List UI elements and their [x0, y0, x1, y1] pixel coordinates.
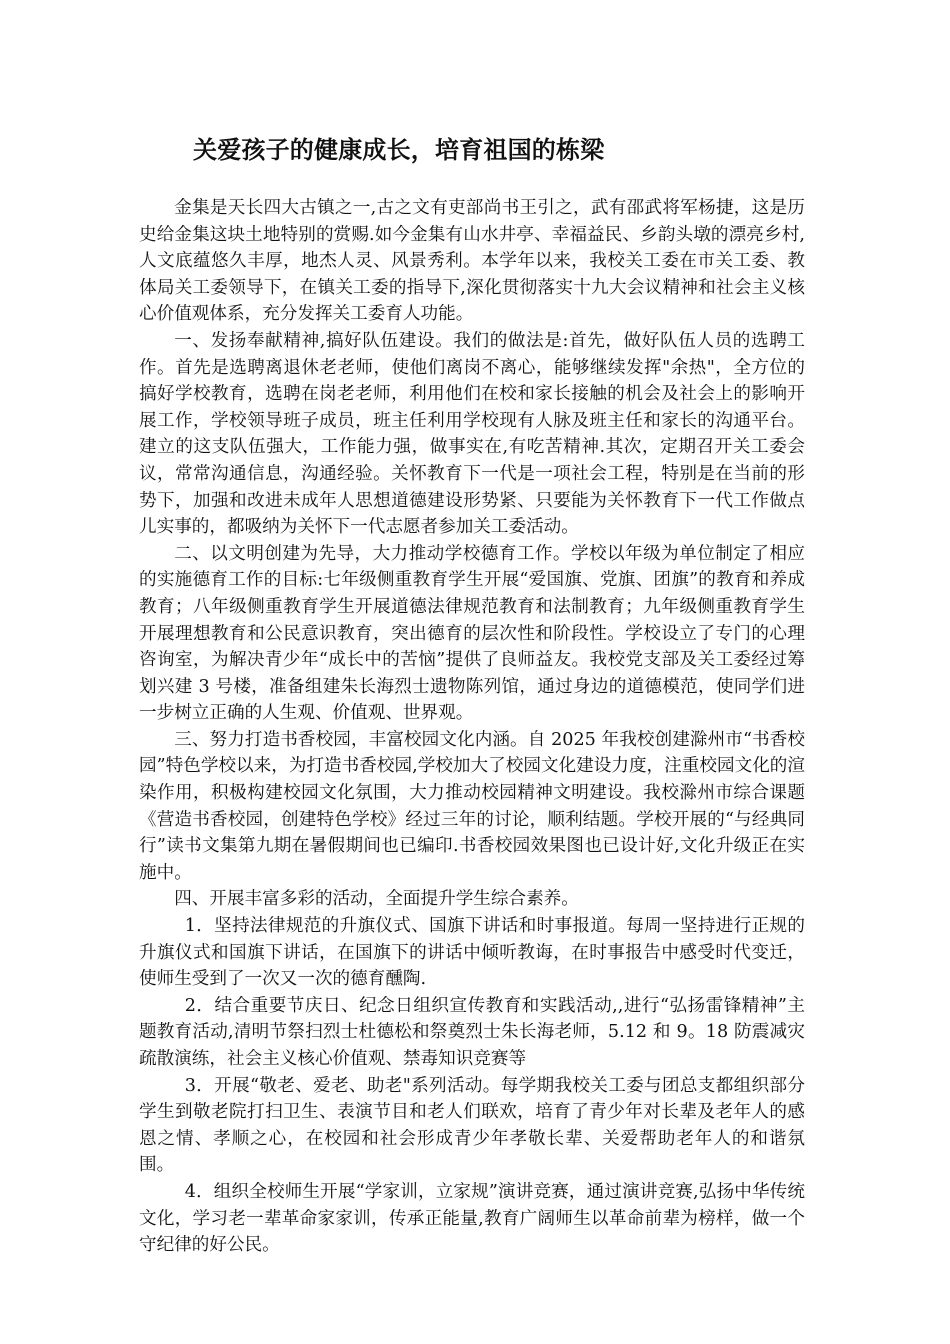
- document-title: 关爱孩子的健康成长，培育祖国的栋梁: [193, 135, 605, 164]
- list-item-1: 1．坚持法律规范的升旗仪式、国旗下讲话和时事报道。每周一坚持进行正规的升旗仪式和国旗下讲话，在国旗下的讲话中倾听教诲，在时事报告中感受时代变迁，使师生受到了一次又一次的德育醺陶.: [139, 916, 805, 990]
- paragraph-intro: 金集是天长四大古镇之一,古之文有吏部尚书王引之，武有邵武将军杨捷，这是历史给金集这块土地特别的赏赐.如今金集有山水井亭、幸福益民、乡韵头墩的漂亮乡村,人文底蕴悠久丰厚，地杰人灵、风景秀利。本学年以来，我校关工委在市关工委、教体局关工委领导下，在镇关工委的指导下,深化贯彻落实十九大会议精神和社会主义核心价值观体系，充分发挥关工委育人功能。: [139, 198, 805, 325]
- paragraph-section-2: 二、以文明创建为先导，大力推动学校德育工作。学校以年级为单位制定了相应的实施德育工作的目标:七年级侧重教育学生开展“爱国旗、党旗、团旗”的教育和养成教育；八年级侧重教育学生开展道德法律规范教育和法制教育；九年级侧重教育学生开展理想教育和公民意识教育，突出德育的层次性和阶段性。学校设立了专门的心理咨询室，为解决青少年“成长中的苦恼”提供了良师益友。我校党支部及关工委经过筹划兴建 3 号楼，准备组建朱长海烈士遗物陈列馆，通过身边的道德模范，使同学们进一步树立正确的人生观、价值观、世界观。: [139, 543, 805, 724]
- paragraph-section-3: 三、努力打造书香校园，丰富校园文化内涵。自 2025 年我校创建滁州市“书香校园”特色学校以来，为打造书香校园,学校加大了校园文化建设力度，注重校园文化的渲染作用，积极构建校园文化氛围，大力推动校园精神文明建设。我校滁州市综合课题《营造书香校园，创建特色学校》经过三年的讨论，顺利结题。学校开展的“与经典同行”读书文集第九期在暑假期间也已编印.书香校园效果图也已设计好,文化升级正在实施中。: [139, 729, 805, 883]
- paragraph-section-1: 一、发扬奉献精神,搞好队伍建设。我们的做法是:首先，做好队伍人员的选聘工作。首先是选聘离退休老老师，使他们离岗不离心，能够继续发挥"余热"，全方位的搞好学校教育，选聘在岗老老师，利用他们在校和家长接触的机会及社会上的影响开展工作，学校领导班子成员，班主任利用学校现有人脉及班主任和家长的沟通平台。建立的这支队伍强大，工作能力强，做事实在,有吃苦精神.其次，定期召开关工委会议，常常沟通信息，沟通经验。关怀教育下一代是一项社会工程，特别是在当前的形势下，加强和改进未成年人思想道德建设形势紧、只要能为关怀教育下一代工作做点儿实事的，都吸纳为关怀下一代志愿者参加关工委活动。: [139, 330, 805, 538]
- paragraph-section-4-heading: 四、开展丰富多彩的活动，全面提升学生综合素养。: [174, 889, 579, 910]
- list-item-4: 4．组织全校师生开展“学家训，立家规”演讲竞赛，通过演讲竞赛,弘扬中华传统文化，学习老一辈革命家家训，传承正能量,教育广阔师生以革命前辈为榜样，做一个守纪律的好公民。: [139, 1181, 805, 1256]
- list-item-2: 2．结合重要节庆日、纪念日组织宣传教育和实践活动,,进行“弘扬雷锋精神”主题教育活动,清明节祭扫烈士杜德松和祭奠烈士朱长海老师，5.12 和 9。18 防震减灾疏散演练，社会主义核心价值观、禁毒知识竞赛等: [139, 995, 805, 1069]
- document-body: [139, 195, 805, 1259]
- list-item-3: 3．开展“敬老、爱老、助老"系列活动。每学期我校关工委与团总支都组织部分学生到敬老院打扫卫生、表演节目和老人们联欢，培育了青少年对长辈及老年人的感恩之情、孝顺之心，在校园和社会形成青少年孝敬长辈、关爱帮助老年人的和谐氛围。: [139, 1075, 805, 1176]
